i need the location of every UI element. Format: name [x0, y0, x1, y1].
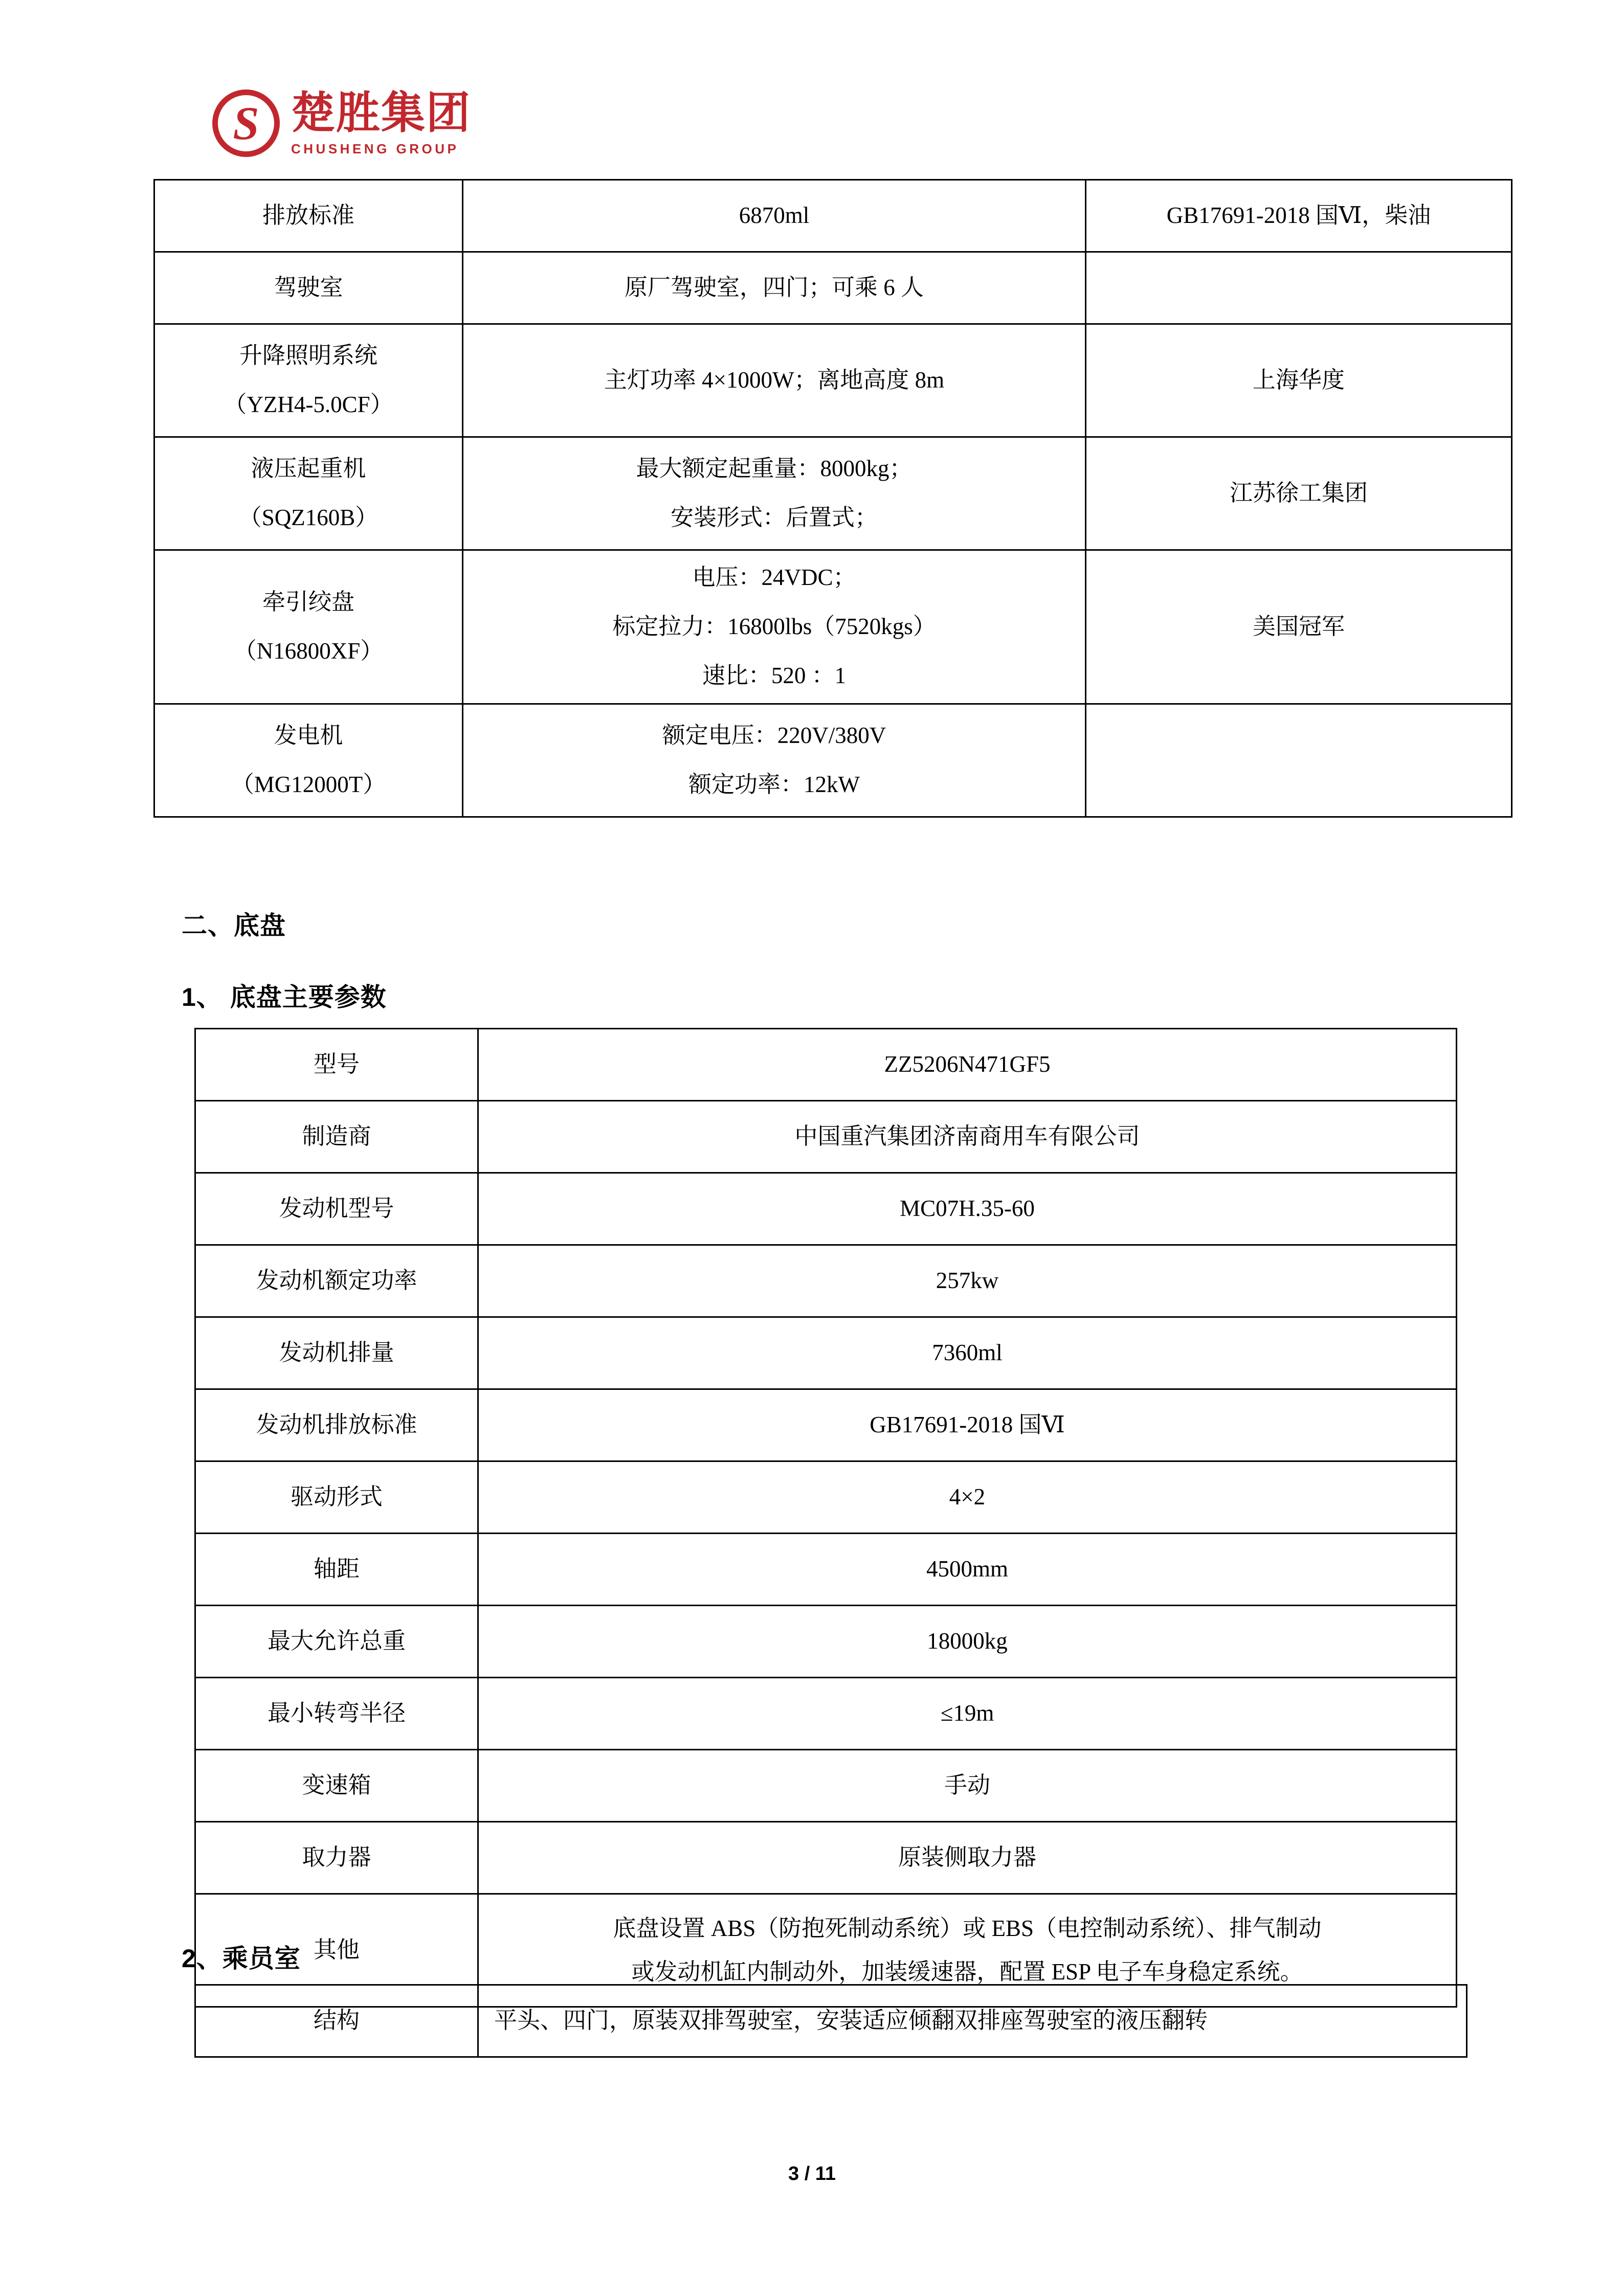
row-label [154, 550, 463, 704]
table-row [154, 437, 1512, 550]
table-row [195, 1173, 1457, 1245]
other-line1: 底盘设置 ABS（防抱死制动系统）或 EBS（电控制动系统）、排气制动 [613, 1915, 1322, 1941]
row-label: 变速箱 [195, 1750, 478, 1822]
table-row [154, 252, 1512, 324]
table-row [154, 550, 1512, 704]
row-value: 18000kg [478, 1606, 1457, 1678]
row-value: 原厂驾驶室，四门；可乘 6 人 [463, 252, 1086, 324]
page-number: 3 / 11 [788, 2163, 836, 2185]
table-row [195, 1678, 1457, 1750]
chassis-parameters-table [194, 1028, 1457, 2008]
row-value: 257kw [478, 1245, 1457, 1317]
logo-chinese-name: 楚胜集团 [291, 88, 471, 138]
table-row [195, 1461, 1457, 1534]
row-maker: 美国冠军 [1086, 550, 1512, 704]
row-label: 其他 [195, 1894, 478, 2007]
row-value-line2: 标定拉力：16800lbs（7520kgs） [612, 614, 936, 640]
circle-s-logo-icon [212, 89, 280, 157]
row-label: 轴距 [195, 1534, 478, 1606]
row-value: 手动 [478, 1750, 1457, 1822]
row-value: MC07H.35-60 [478, 1173, 1457, 1245]
row-value: ZZ5206N471GF5 [478, 1029, 1457, 1101]
row-label: 最小转弯半径 [195, 1678, 478, 1750]
row-label-line2: （MG12000T） [231, 772, 386, 797]
subsection-heading-chassis-params: 1、 底盘主要参数 [182, 983, 387, 1011]
row-maker: 江苏徐工集团 [1086, 437, 1512, 550]
row-value-line2: 安装形式：后置式； [670, 505, 878, 530]
row-label-line2: （YZH4-5.0CF） [224, 392, 393, 417]
table-row [195, 1750, 1457, 1822]
row-label [154, 324, 463, 437]
row-value: 平头、四门，原装双排驾驶室，安装适应倾翻双排座驾驶室的液压翻转 [478, 1985, 1467, 2057]
row-label-line2: （SQZ160B） [238, 505, 379, 530]
row-value: GB17691-2018 国Ⅵ [478, 1389, 1457, 1461]
row-value-line2: 额定功率：12kW [688, 772, 860, 797]
table-row [195, 1606, 1457, 1678]
row-label: 制造商 [195, 1101, 478, 1173]
row-value [463, 437, 1086, 550]
row-label: 最大允许总重 [195, 1606, 478, 1678]
row-label-line1: 升降照明系统 [239, 343, 377, 369]
row-value: 4500mm [478, 1534, 1457, 1606]
row-value: 4×2 [478, 1461, 1457, 1534]
row-maker [1086, 252, 1512, 324]
cabin-table [194, 1984, 1467, 2058]
logo-english-name: CHUSHENG GROUP [291, 141, 459, 156]
row-label-line2: （N16800XF） [233, 638, 384, 664]
subsection-heading-cabin: 2、乘员室 [182, 1944, 301, 1973]
row-label: 驱动形式 [195, 1461, 478, 1534]
table-row [154, 704, 1512, 817]
row-value: 原装侧取力器 [478, 1822, 1457, 1894]
row-value [463, 704, 1086, 817]
row-value: 中国重汽集团济南商用车有限公司 [478, 1101, 1457, 1173]
row-label: 发动机排放标准 [195, 1389, 478, 1461]
table-row [154, 324, 1512, 437]
top-specification-table [153, 179, 1512, 818]
section-heading-chassis: 二、底盘 [182, 911, 286, 940]
row-value [463, 550, 1086, 704]
row-value: 7360ml [478, 1317, 1457, 1389]
row-value-line3: 速比：520 ：1 [702, 662, 847, 688]
row-value: 主灯功率 4×1000W；离地高度 8m [463, 324, 1086, 437]
row-maker: 上海华度 [1086, 324, 1512, 437]
company-logo [212, 89, 471, 157]
row-label: 发动机额定功率 [195, 1245, 478, 1317]
row-label: 驾驶室 [154, 252, 463, 324]
logo-text-block [291, 88, 471, 156]
row-maker [1086, 704, 1512, 817]
row-label: 排放标准 [154, 180, 463, 252]
row-label-line1: 发电机 [274, 723, 343, 749]
row-label: 发动机排量 [195, 1317, 478, 1389]
table-row [195, 1245, 1457, 1317]
row-label-line1: 牵引绞盘 [262, 589, 354, 615]
other-line2: 或发动机缸内制动外，加装缓速器，配置 ESP 电子车身稳定系统。 [631, 1959, 1303, 1985]
row-label: 结构 [195, 1985, 478, 2057]
row-value: ≤19m [478, 1678, 1457, 1750]
row-label [154, 437, 463, 550]
table-row [195, 1822, 1457, 1894]
row-value: 6870ml [463, 180, 1086, 252]
row-label-line1: 液压起重机 [251, 456, 366, 482]
table-row [154, 180, 1512, 252]
table-row [195, 1029, 1457, 1101]
table-row [195, 1101, 1457, 1173]
row-label: 发动机型号 [195, 1173, 478, 1245]
row-value-line1: 最大额定起重量：8000kg； [636, 456, 913, 482]
table-row [195, 1534, 1457, 1606]
table-row [195, 1389, 1457, 1461]
row-label: 取力器 [195, 1822, 478, 1894]
row-value-line1: 电压：24VDC； [692, 565, 856, 591]
row-value-line1: 额定电压：220V/380V [662, 723, 886, 749]
row-label [154, 704, 463, 817]
row-label: 型号 [195, 1029, 478, 1101]
row-maker: GB17691-2018 国Ⅵ，柴油 [1086, 180, 1512, 252]
table-row [195, 1985, 1467, 2057]
table-row [195, 1317, 1457, 1389]
